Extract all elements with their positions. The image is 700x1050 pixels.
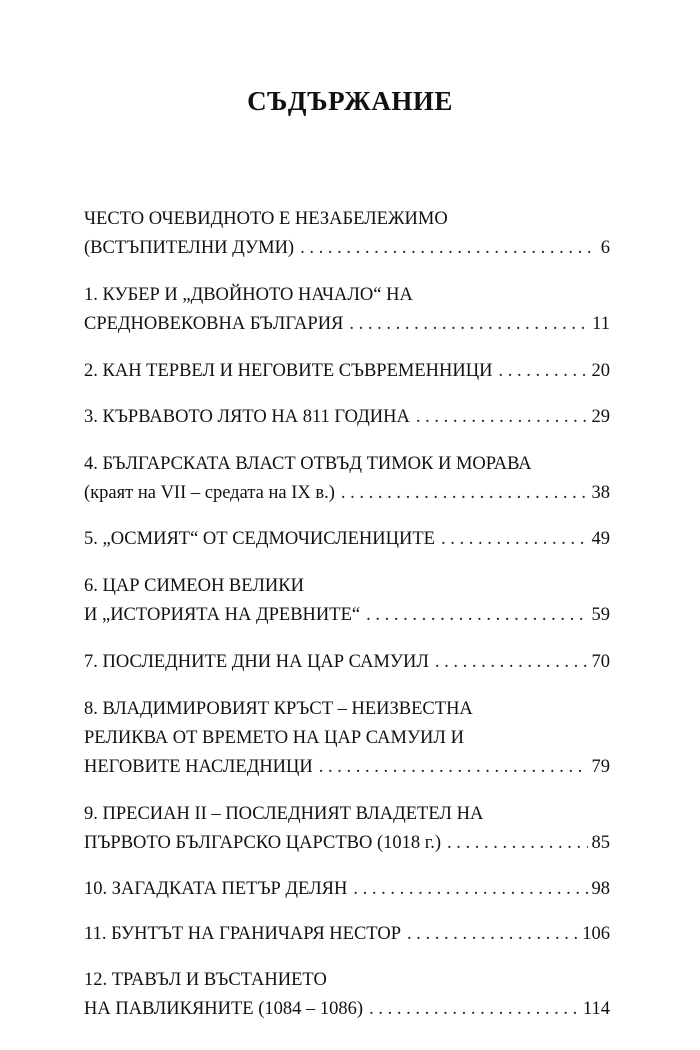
toc-entry-title-line: 2. КАН ТЕРВЕЛ И НЕГОВИТЕ СЪВРЕМЕННИЦИ [84,361,493,381]
toc-entry-title-line: 12. ТРАВЪЛ И ВЪСТАНИЕТО [84,970,327,990]
toc-entry [84,525,610,554]
toc-page-number: 106 [582,924,610,944]
toc-entry [84,357,610,386]
toc-entry-last-line [84,920,610,949]
dot-leader [447,829,587,858]
dot-leader [416,403,588,432]
toc-page-number: 11 [592,314,610,334]
toc-entry [84,403,610,432]
toc-entry-title-line: СРЕДНОВЕКОВНА БЪЛГАРИЯ [84,314,344,334]
toc-entry-last-line [84,310,610,339]
toc-entry-title-line: РЕЛИКВА ОТ ВРЕМЕТО НА ЦАР САМУИЛ И [84,728,464,748]
toc-entry-title-line: 11. БУНТЪТ НА ГРАНИЧАРЯ НЕСТОР [84,924,402,944]
toc-entry-title-line: ПЪРВОТО БЪЛГАРСКО ЦАРСТВО (1018 г.) [84,833,442,853]
toc-page-number: 114 [582,999,610,1019]
toc-page-number: 29 [591,407,610,427]
toc-page-number: 79 [591,757,610,777]
toc-entry-title-line: 10. ЗАГАДКАТА ПЕТЪР ДЕЛЯН [84,879,348,899]
toc-entry-title-line: 4. БЪЛГАРСКАТА ВЛАСТ ОТВЪД ТИМОК И МОРАВА [84,454,532,474]
toc-entry-last-line [84,601,610,630]
toc-entry-last-line [84,525,610,554]
dot-leader [319,753,588,782]
dot-leader [369,995,579,1024]
toc-page-number: 85 [591,833,610,853]
toc-entry-title-line: 9. ПРЕСИАН II – ПОСЛЕДНИЯТ ВЛАДЕТЕЛ НА [84,804,484,824]
toc-entry-title-line: 5. „ОСМИЯТ“ ОТ СЕДМОЧИСЛЕНИЦИТЕ [84,529,435,549]
dot-leader [349,310,588,339]
dot-leader [498,357,587,386]
toc-entry [84,920,610,949]
dot-leader [366,601,587,630]
toc-entry-title-line: И „ИСТОРИЯТА НА ДРЕВНИТЕ“ [84,605,361,625]
dot-leader [441,525,588,554]
dot-leader [341,479,588,508]
toc-entry-last-line [84,234,610,263]
page-title: СЪДЪРЖАНИЕ [247,86,453,116]
toc-entry [84,572,610,630]
toc-page-number: 98 [591,879,610,899]
toc-entry-last-line [84,403,610,432]
toc-entry-title-line: НЕГОВИТЕ НАСЛЕДНИЦИ [84,757,313,777]
toc-page-number: 49 [591,529,610,549]
toc-entry [84,648,610,677]
toc-entry-last-line [84,753,610,782]
table-of-contents [84,188,610,1024]
toc-entry [84,966,610,1024]
toc-entry-title-line: 7. ПОСЛЕДНИТЕ ДНИ НА ЦАР САМУИЛ [84,652,429,672]
toc-entry-title-line: НА ПАВЛИКЯНИТЕ (1084 – 1086) [84,999,364,1019]
toc-entry-last-line [84,875,610,904]
toc-entry [84,695,610,782]
dot-leader [407,920,578,949]
toc-page-number: 38 [591,483,610,503]
toc-entry-title-line: 3. КЪРВАВОТО ЛЯТО НА 811 ГОДИНА [84,407,410,427]
toc-entry-title-line: 8. ВЛАДИМИРОВИЯТ КРЪСТ – НЕИЗВЕСТНА [84,699,473,719]
toc-entry [84,281,610,339]
toc-entry-title-line: (краят на VII – средата на IX в.) [84,483,335,503]
toc-entry [84,800,610,858]
toc-entry-title-line: (ВСТЪПИТЕЛНИ ДУМИ) [84,238,295,258]
toc-entry-last-line [84,829,610,858]
toc-entry [84,205,610,263]
toc-page-number: 59 [591,605,610,625]
toc-entry-last-line [84,995,610,1024]
toc-entry-title-line: 1. КУБЕР И „ДВОЙНОТО НАЧАЛО“ НА [84,285,413,305]
toc-entry-last-line [84,479,610,508]
dot-leader [353,875,587,904]
dot-leader [300,234,597,263]
toc-entry-last-line [84,357,610,386]
toc-entry-title-line: ЧЕСТО ОЧЕВИДНОТО Е НЕЗАБЕЛЕЖИМО [84,209,448,229]
toc-page-number: 20 [591,361,610,381]
toc-page-number: 6 [600,238,610,258]
toc-entry [84,875,610,904]
toc-entry-last-line [84,648,610,677]
dot-leader [435,648,588,677]
toc-page-number: 70 [591,652,610,672]
toc-entry-title-line: 6. ЦАР СИМЕОН ВЕЛИКИ [84,576,304,596]
toc-entry [84,450,610,508]
